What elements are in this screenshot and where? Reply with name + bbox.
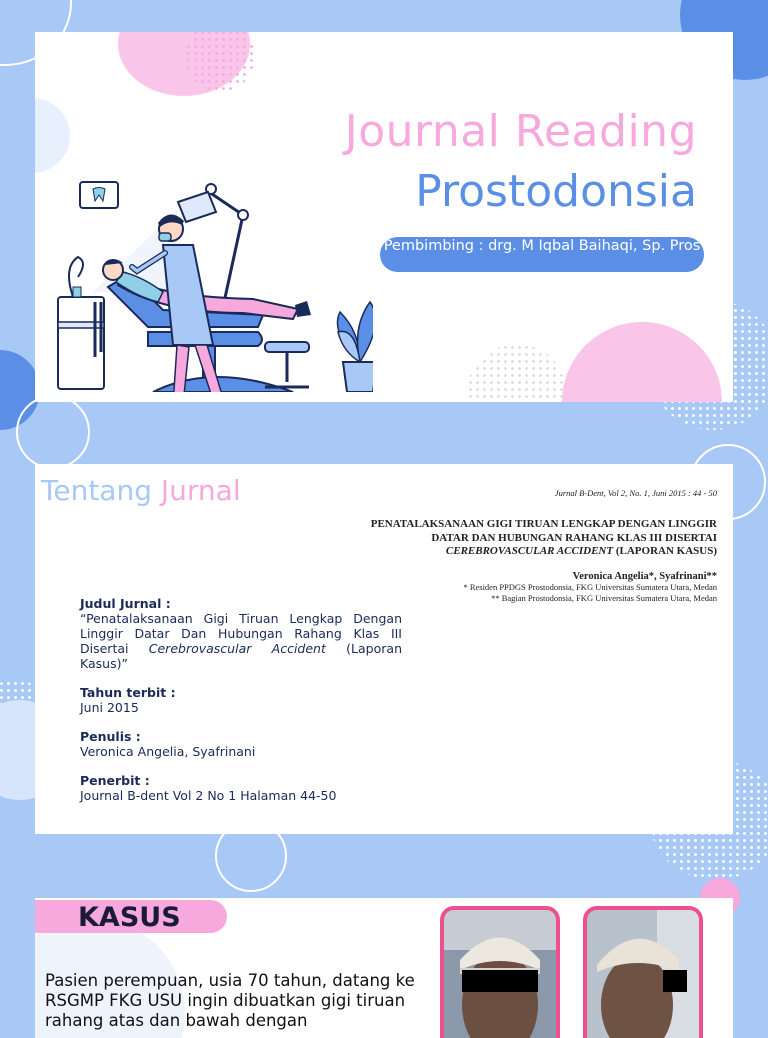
info-value: Juni 2015 — [80, 700, 139, 715]
info-penulis — [80, 729, 402, 759]
heading-word-jurnal: Jurnal — [160, 474, 241, 507]
title-slide — [35, 32, 733, 402]
journal-title-line — [325, 545, 717, 559]
case-slide — [35, 898, 733, 1038]
patient-photo-front — [440, 906, 560, 1038]
info-value — [80, 611, 402, 671]
dentist-illustration — [53, 147, 373, 392]
journal-info — [80, 596, 402, 817]
journal-header-excerpt — [325, 488, 717, 604]
judul-text: “Penatalaksanaan Gigi Tiruan Lengkap Dengan Linggir Datar Dan Hubungan Rahang Klas III Disertai — [80, 611, 402, 656]
censor-bar — [462, 970, 538, 992]
supervisor-text: Pembimbing : drg. M Iqbal Baihaqi, Sp. Pros — [383, 238, 701, 254]
heading-word-tentang: Tentang — [41, 474, 152, 507]
info-label: Penulis : — [80, 729, 141, 744]
journal-title-italic: CEREBROVASCULAR ACCIDENT — [445, 545, 614, 557]
title-prostodonsia: Prostodonsia — [415, 166, 697, 217]
info-value: Veronica Angelia, Syafrinani — [80, 744, 256, 759]
journal-title-line: DATAR DAN HUBUNGAN RAHANG KLAS III DISERTAI — [431, 531, 717, 544]
about-journal-slide — [35, 464, 733, 834]
journal-authors: Veronica Angelia*, Syafrinani** — [572, 570, 717, 582]
info-label: Judul Jurnal : — [80, 596, 171, 611]
title-journal-reading: Journal Reading — [344, 106, 697, 157]
slide-heading — [41, 474, 241, 507]
info-tahun — [80, 685, 402, 715]
info-value: Journal B-dent Vol 2 No 1 Halaman 44-50 — [80, 788, 337, 803]
info-label: Tahun terbit : — [80, 685, 176, 700]
journal-title-line: PENATALAKSANAAN GIGI TIRUAN LENGKAP DENGAN LINGGIR — [370, 518, 717, 530]
journal-citation: Jurnal B-Dent, Vol 2, No. 1, Juni 2015 : 44 - 50 — [554, 488, 717, 498]
journal-affiliation: ** Bagian Prostodonsia, FKG Universitas Sumatera Utara, Medan — [491, 592, 717, 603]
journal-title-rest: (LAPORAN KASUS) — [613, 545, 717, 557]
journal-article-title — [325, 518, 717, 559]
decor-pink-circle — [562, 322, 722, 402]
decor-dots — [467, 344, 567, 402]
decor-ring — [16, 395, 90, 469]
patient-photo-side — [583, 906, 703, 1038]
judul-italic: Cerebrovascular Accident — [148, 641, 326, 656]
supervisor-badge — [380, 237, 704, 272]
info-penerbit — [80, 773, 402, 803]
journal-affiliation: * Residen PPDGS Prostodonsia, FKG Universitas Sumatera Utara, Medan — [463, 581, 717, 592]
case-description: Pasien perempuan, usia 70 tahun, datang ke RSGMP FKG USU ingin dibuatkan gigi tiruan rahang atas dan bawah dengan — [45, 971, 415, 1030]
censor-bar — [663, 970, 687, 992]
judul-text: (Laporan Kasus)” — [80, 641, 402, 671]
info-judul — [80, 596, 402, 671]
kasus-heading: KASUS — [78, 902, 181, 933]
info-label: Penerbit : — [80, 773, 150, 788]
